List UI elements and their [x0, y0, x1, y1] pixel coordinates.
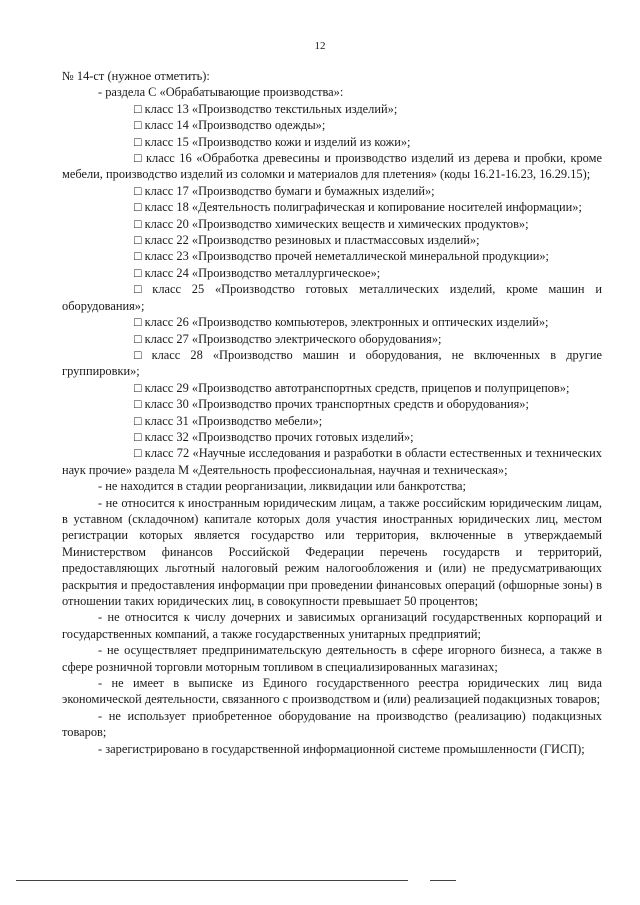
paragraph-text: класс 18 «Деятельность полиграфическая и копирование носителей информации»;: [144, 200, 582, 215]
checkbox-icon[interactable]: □: [134, 134, 142, 149]
checkbox-icon[interactable]: □: [134, 233, 142, 248]
paragraph-text: класс 27 «Производство электрического оборудования»;: [144, 331, 442, 346]
paragraph: [62, 609, 602, 642]
checkbox-icon[interactable]: □: [134, 118, 142, 133]
checkbox-option-item: [62, 331, 602, 347]
checkbox-option-item: [62, 396, 602, 412]
paragraph-text: - не находится в стадии реорганизации, ликвидации или банкротства;: [98, 479, 466, 494]
checkbox-option-item: [62, 199, 602, 215]
checkbox-option-item: [62, 380, 602, 396]
paragraph-text: класс 32 «Производство прочих готовых изделий»;: [144, 429, 414, 444]
paragraph-text: класс 24 «Производство металлургическое»;: [144, 265, 381, 280]
paragraph-text: - не относится к числу дочерних и зависимых организаций государственных корпораций и государственных компаний, а также государственных унитарных предприятий;: [62, 610, 602, 641]
paragraph-text: класс 26 «Производство компьютеров, электронных и оптических изделий»;: [144, 315, 549, 330]
paragraph-text: класс 23 «Производство прочей неметаллической минеральной продукции»;: [144, 249, 549, 264]
paragraph-text: - не осуществляет предпринимательскую деятельность в сфере игорного бизнеса, а также в сфере розничной торговли моторным топливом в специализированных магазинах;: [62, 643, 602, 674]
checkbox-icon[interactable]: □: [134, 331, 142, 346]
document-body: [62, 68, 602, 757]
paragraph-text: № 14-ст (нужное отметить):: [62, 69, 210, 83]
paragraph-text: - зарегистрировано в государственной информационной системе промышленности (ГИСП);: [98, 741, 585, 756]
paragraph: [62, 68, 602, 84]
checkbox-icon[interactable]: □: [134, 413, 142, 428]
paragraph-text: класс 29 «Производство автотранспортных средств, прицепов и полуприцепов»;: [144, 380, 570, 395]
paragraph-text: класс 31 «Производство мебели»;: [144, 413, 323, 428]
paragraph-text: класс 13 «Производство текстильных изделий»;: [144, 101, 398, 116]
checkbox-icon[interactable]: □: [134, 216, 142, 231]
paragraph-text: - не относится к иностранным юридическим лицам, а также российским юридическим лицам, в уставном (складочном) капитале которых доля участия иностранных юридических лиц, местом регистрации которых является государство или территория, включенные в утверждаемый Министерством финансов Российской Федерации перечень государств и территорий, предоставляющих льготный налоговый режим налогообложения и (или) не предусматривающих раскрытия и предоставления информации при проведении финансовых операций (офшорные зоны) в отношении таких юридических лиц, в совокупности превышает 50 процентов;: [62, 495, 602, 608]
paragraph: [62, 478, 602, 494]
checkbox-option-item: [62, 134, 602, 150]
checkbox-option-item: [62, 429, 602, 445]
checkbox-option-item: [62, 183, 602, 199]
checkbox-icon[interactable]: □: [134, 446, 142, 461]
checkbox-icon[interactable]: □: [134, 397, 142, 412]
checkbox-option-item: [62, 216, 602, 232]
checkbox-option-item: [62, 413, 602, 429]
paragraph-text: класс 28 «Производство машин и оборудования, не включенных в другие группировки»;: [62, 347, 602, 379]
checkbox-icon[interactable]: □: [134, 151, 142, 166]
footer-rule: [66, 880, 408, 881]
paragraph-text: класс 25 «Производство готовых металлических изделий, кроме машин и оборудования»;: [62, 282, 602, 313]
checkbox-icon[interactable]: □: [134, 265, 142, 280]
checkbox-icon[interactable]: □: [134, 315, 142, 330]
checkbox-option-item: [62, 347, 602, 380]
paragraph: [62, 708, 602, 741]
paragraph-text: класс 30 «Производство прочих транспортных средств и оборудования»;: [144, 397, 529, 412]
checkbox-option-item: [62, 248, 602, 264]
checkbox-option-item: [62, 150, 602, 183]
paragraph-text: класс 14 «Производство одежды»;: [144, 118, 326, 133]
paragraph-text: класс 15 «Производство кожи и изделий из кожи»;: [144, 134, 411, 149]
checkbox-option-item: [62, 445, 602, 478]
checkbox-option-item: [62, 232, 602, 248]
paragraph: [62, 642, 602, 675]
paragraph: [62, 495, 602, 610]
paragraph: [62, 84, 602, 100]
paragraph-text: класс 72 «Научные исследования и разработки в области естественных и технических наук прочие» раздела М «Деятельность профессиональная, научная и техническая»;: [62, 446, 602, 477]
checkbox-icon[interactable]: □: [134, 347, 142, 362]
paragraph-text: класс 20 «Производство химических веществ и химических продуктов»;: [144, 216, 529, 231]
paragraph-text: класс 17 «Производство бумаги и бумажных изделий»;: [144, 183, 435, 198]
paragraph-text: - не использует приобретенное оборудование на производство (реализацию) подакцизных товаров;: [62, 708, 602, 740]
checkbox-icon[interactable]: □: [134, 282, 142, 297]
checkbox-icon[interactable]: □: [134, 200, 142, 215]
paragraph-text: класс 22 «Производство резиновых и пластмассовых изделий»;: [144, 233, 480, 248]
footer-rule: [430, 880, 456, 881]
paragraph-text: - не имеет в выписке из Единого государственного реестра юридических лиц вида экономической деятельности, связанного с производством и (или) реализацией подакцизных товаров;: [62, 676, 602, 707]
checkbox-option-item: [62, 281, 602, 314]
checkbox-option-item: [62, 314, 602, 330]
checkbox-icon[interactable]: □: [134, 101, 142, 116]
paragraph: [62, 741, 602, 757]
paragraph-text: класс 16 «Обработка древесины и производство изделий из дерева и пробки, кроме мебели, производство изделий из соломки и материалов для плетения» (коды 16.21-16.23, 16.29.15);: [62, 151, 602, 182]
paragraph: [62, 675, 602, 708]
checkbox-icon[interactable]: □: [134, 380, 142, 395]
checkbox-icon[interactable]: □: [134, 249, 142, 264]
checkbox-icon[interactable]: □: [134, 183, 142, 198]
checkbox-icon[interactable]: □: [134, 429, 142, 444]
checkbox-option-item: [62, 265, 602, 281]
page-number: 12: [314, 40, 326, 52]
checkbox-option-item: [62, 101, 602, 117]
checkbox-option-item: [62, 117, 602, 133]
paragraph-text: - раздела С «Обрабатывающие производства»:: [98, 85, 344, 100]
